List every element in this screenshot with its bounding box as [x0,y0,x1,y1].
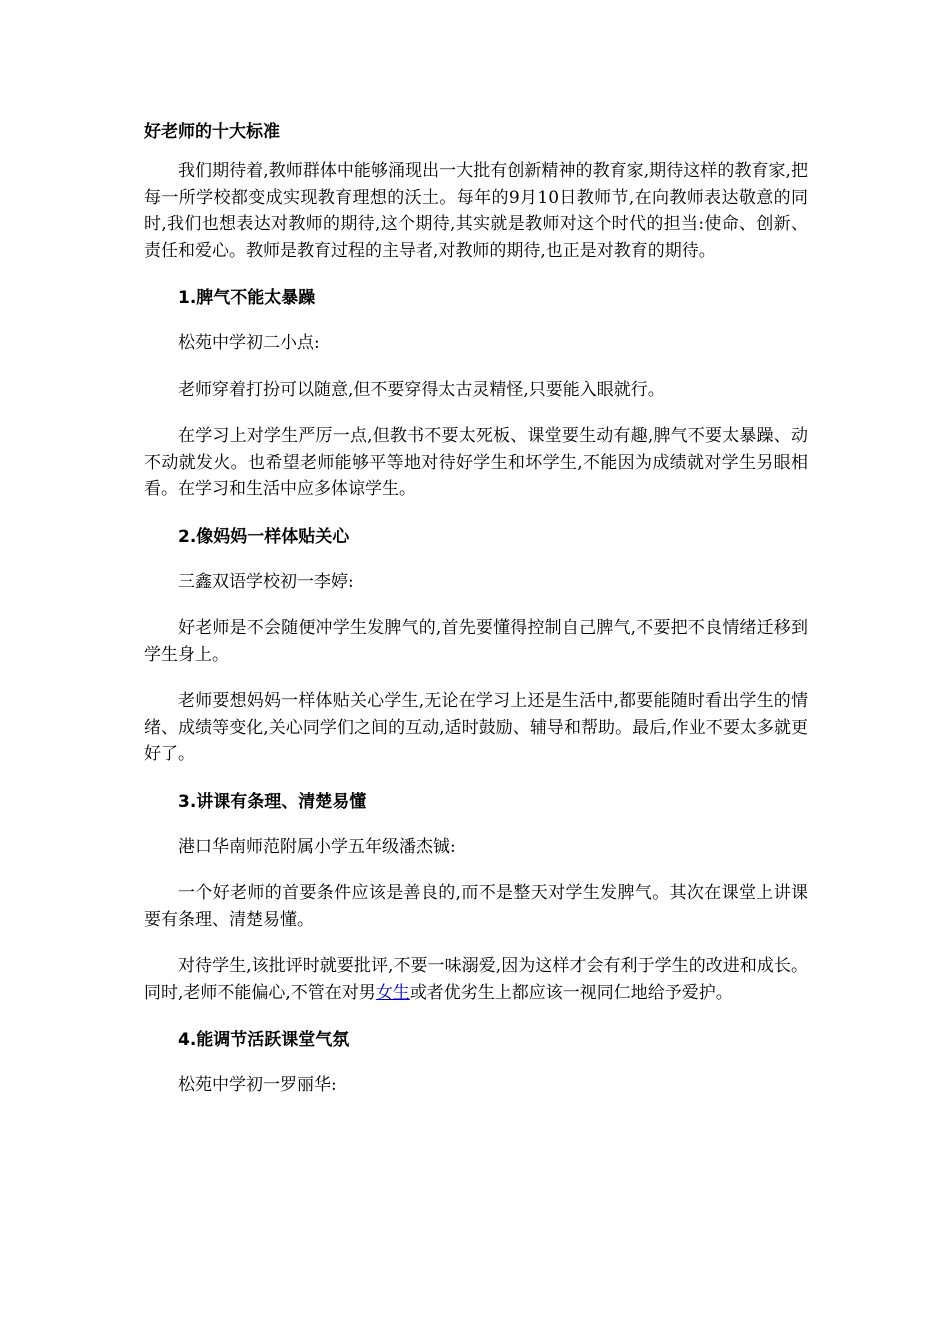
section-1-paragraph-1: 老师穿着打扮可以随意,但不要穿得太古灵精怪,只要能入眼就行。 [178,379,665,400]
section-2-paragraph-2: 老师要想妈妈一样体贴关心学生,无论在学习上还是生活中,都要能随时看出学生的情绪、成绩等变化,关心同学们之间的互动,适时鼓励、辅导和帮助。最后,作业不要太多就更好了。 [144,691,808,764]
section-3-paragraph-2 [144,953,808,1006]
section-3-heading: 3.讲课有条理、清楚易懂 [178,791,367,812]
section-4-author: 松苑中学初一罗丽华: [178,1075,337,1095]
section-1-paragraph-2: 在学习上对学生严厉一点,但教书不要太死板、课堂要生动有趣,脾气不要太暴躁、动不动就发火。也希望老师能够平等地对待好学生和坏学生,不能因为成绩就对学生另眼相看。在学习和生活中应多体谅学生。 [144,426,808,499]
document-title: 好老师的十大标准 [144,122,280,142]
section-2-paragraph-1: 好老师是不会随便冲学生发脾气的,首先要懂得控制自己脾气,不要把不良情绪迁移到学生身上。 [144,618,808,665]
section-2-author: 三鑫双语学校初一李婷: [178,571,354,592]
section-3-paragraph-2-text-before: 对待学生,该批评时就要批评,不要一味溺爱,因为这样才会有利于学生的改进和成长。同时,老师不能偏心,不管在对男 [144,956,808,1003]
section-1-author: 松苑中学初二小点: [178,333,320,353]
section-1-heading: 1.脾气不能太暴躁 [178,288,316,308]
section-3-author: 港口华南师范附属小学五年级潘杰铖: [178,836,456,857]
section-2-heading: 2.像妈妈一样体贴关心 [178,526,350,547]
girls-link[interactable]: 女生 [375,982,410,1003]
section-3-paragraph-2-text-after: 或者优劣生上都应该一视同仁地给予爱护。 [409,982,733,1003]
document-page [144,118,808,1119]
section-4-heading: 4.能调节活跃课堂气氛 [178,1030,350,1050]
intro-paragraph: 我们期待着,教师群体中能够涌现出一大批有创新精神的教育家,期待这样的教育家,把每一所学校都变成实现教育理想的沃土。每年的9月10日教师节,在向教师表达敬意的同时,我们也想表达对教师的期待,这个期待,其实就是教师对这个时代的担当:使命、创新、责任和爱心。教师是教育过程的主导者,对教师的期待,也正是对教育的期待。 [144,161,808,261]
section-3-paragraph-1: 一个好老师的首要条件应该是善良的,而不是整天对学生发脾气。其次在课堂上讲课要有条理、清楚易懂。 [144,883,808,930]
